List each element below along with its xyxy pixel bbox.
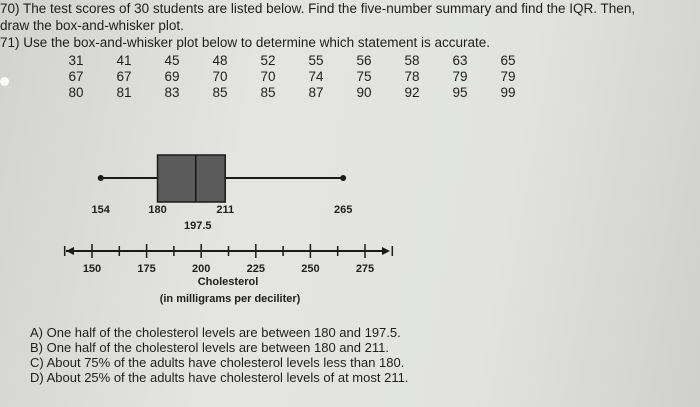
question-71-prompt: 71) Use the box-and-whisker plot below to determine which statement is accurate.: [0, 35, 490, 50]
score-cell: 79: [500, 69, 516, 84]
score-cell: 85: [260, 85, 276, 100]
score-cell: 48: [212, 53, 228, 68]
tick-label: 250: [301, 263, 320, 275]
score-cell: 85: [212, 85, 228, 100]
score-cell: 65: [500, 53, 516, 68]
score-cell: 83: [164, 85, 180, 100]
score-cell: 87: [308, 85, 324, 100]
value-label-q1: 180: [148, 204, 167, 216]
axis-arrow-right-icon: [382, 247, 390, 255]
min-point: [98, 175, 104, 181]
option-b: B) One half of the cholesterol levels are between 180 and 211.: [30, 340, 389, 355]
number-line-axis: [65, 244, 393, 258]
score-cell: 41: [116, 53, 132, 68]
score-cell: 52: [260, 53, 276, 68]
score-cell: 78: [404, 69, 420, 84]
box-q1-q3: [158, 155, 226, 202]
score-cell: 75: [356, 69, 372, 84]
score-cell: 79: [452, 69, 468, 84]
axis-title: Cholesterol: [197, 276, 259, 288]
max-point: [340, 175, 346, 181]
score-cell: 67: [68, 69, 84, 84]
tick-label: 150: [82, 263, 102, 275]
score-cell: 55: [308, 53, 324, 68]
tick-label: 225: [246, 263, 265, 275]
boxplot-group: [98, 155, 346, 202]
value-label-median: 197.5: [183, 220, 212, 232]
score-cell: 31: [68, 53, 84, 68]
score-cell: 81: [116, 85, 132, 100]
score-cell: 56: [356, 53, 372, 68]
value-label-max: 265: [333, 204, 353, 216]
tick-label: 175: [137, 263, 156, 275]
option-c: C) About 75% of the adults have cholesterol levels less than 180.: [30, 355, 405, 370]
score-cell: 99: [500, 85, 516, 100]
axis-arrow-left-icon: [66, 247, 74, 255]
option-a: A) One half of the cholesterol levels are between 180 and 197.5.: [30, 325, 401, 340]
score-cell: 70: [212, 69, 228, 84]
score-cell: 74: [308, 69, 324, 84]
score-cell: 90: [356, 85, 372, 100]
axis-units: (in milligrams per deciliter): [159, 293, 301, 305]
score-cell: 70: [260, 69, 276, 84]
axis-tick-labels: [83, 263, 374, 275]
score-cell: 92: [404, 85, 420, 100]
value-label-q3: 211: [216, 204, 235, 216]
score-cell: 45: [164, 53, 180, 68]
score-cell: 58: [404, 53, 420, 68]
question-70-line1: 70) The test scores of 30 students are listed below. Find the five-number summary and find the IQR. Then,: [0, 1, 636, 16]
tick-label: 200: [192, 263, 211, 275]
score-cell: 80: [68, 85, 84, 100]
score-cell: 63: [452, 53, 468, 68]
question-70-line2: draw the box-and-whisker plot.: [0, 18, 184, 33]
score-cell: 69: [164, 69, 180, 84]
option-d: D) About 25% of the adults have cholesterol levels of at most 211.: [30, 370, 409, 385]
tick-label: 275: [355, 263, 375, 275]
value-labels: [92, 204, 353, 232]
value-label-min: 154: [91, 204, 110, 216]
score-cell: 95: [452, 85, 468, 100]
score-cell: 67: [116, 69, 132, 84]
